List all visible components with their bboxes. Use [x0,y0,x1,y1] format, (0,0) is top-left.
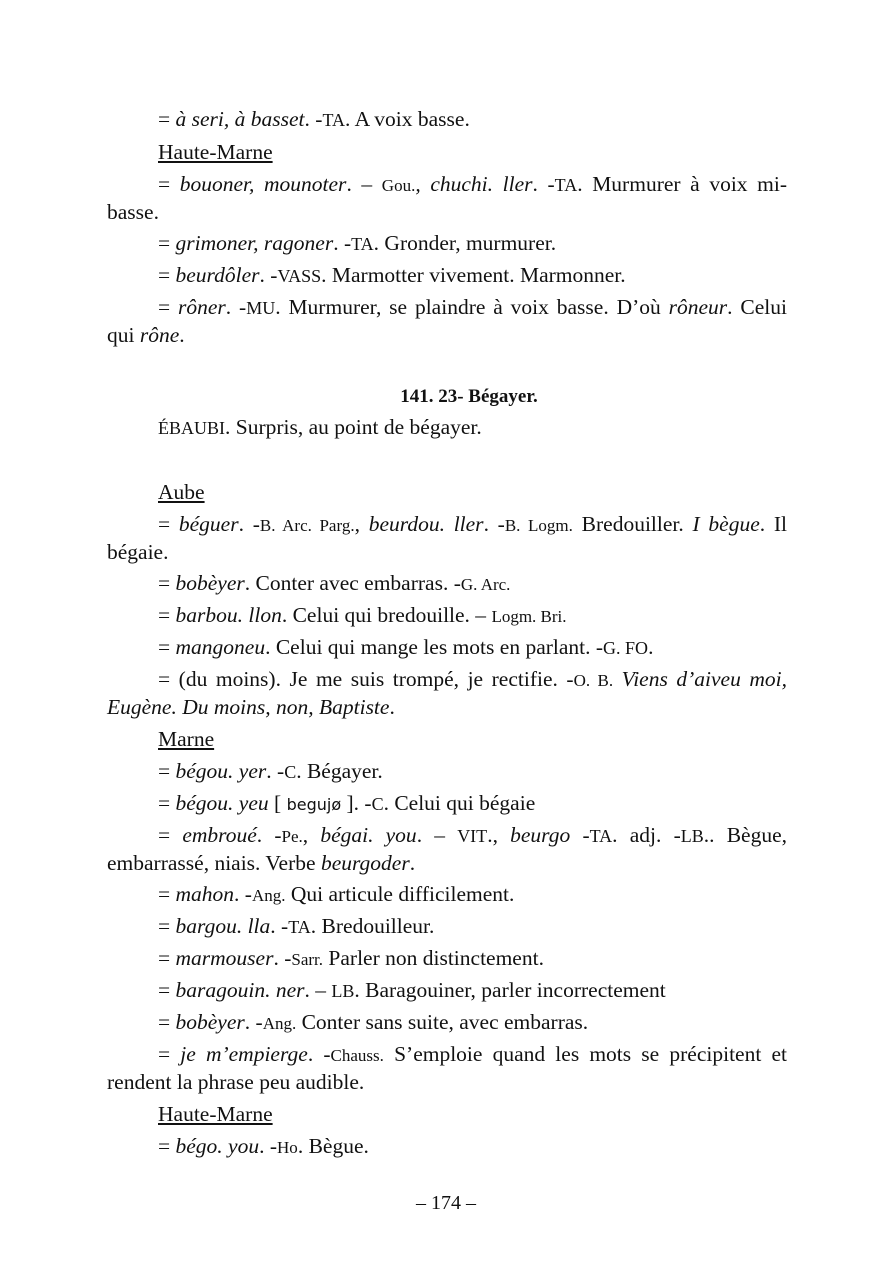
source-abbrev: O. B. [573,671,614,690]
dialect-term: beurgoder [320,851,410,875]
entry-line [107,1009,787,1037]
region-heading: Haute-Marne [158,140,273,164]
dialect-term: beurgo [510,823,571,847]
dialect-term: bégou. yer [175,759,267,783]
dialect-term: bargou. lla [175,914,271,938]
entry-text: . adj. - [612,823,681,847]
source-abbrev: TA [288,917,311,937]
entry-line [107,570,787,598]
source-abbrev: MU [246,298,276,318]
entry-sign: = [158,882,176,906]
definition: . Celui qui [107,295,787,347]
definition: . Bègue. [297,1134,369,1158]
entry-sign: = [158,759,176,783]
entry-line [107,666,787,721]
entry-sign: = [158,263,176,287]
entry-text: . - [238,512,260,536]
entry-text: . - [270,914,289,938]
dialect-term: béguer [178,512,239,536]
source-abbrev: VIT [457,826,488,846]
entry-text: . - [266,759,285,783]
entry-text: , [354,512,369,536]
source-abbrev: Sarr. [291,950,324,969]
entry-sign: = [158,635,176,659]
dialect-example: Viens d’aiveu moi, Eugène. Du moins, non, Baptiste [107,667,787,719]
dialect-term: bobèyer [175,1010,245,1034]
entry-sign: = [158,231,176,255]
definition: . Celui qui bredouille. – [281,603,492,627]
entry-line [107,230,787,258]
entry-line [107,758,787,786]
entry-text: . - [307,1042,331,1066]
dialect-term: grimoner, ragoner [175,231,334,255]
entry-text: . [409,851,416,875]
dialect-term: bouoner, mounoter [179,172,347,196]
dialect-term: marmouser [175,946,274,970]
dialect-term: je m’empierge [180,1042,308,1066]
phonetic-transcription: begujø [286,795,342,814]
entry-line [107,822,787,877]
definition: Conter sans suite, avec embarras. [296,1010,589,1034]
source-abbrev: C [284,762,297,782]
entry-sign: = [158,107,176,131]
dialect-term: embroué [182,823,257,847]
entry-text: ]. - [341,791,372,815]
source-abbrev: Logm. Bri. [491,607,567,626]
definition: . Bredouilleur. [310,914,435,938]
entry-sign: = [158,295,178,319]
source-abbrev: Pe. [281,827,303,846]
entry-sign: = [158,603,176,627]
definition: . A voix basse. [345,107,470,131]
entry-text: . - [259,263,278,287]
entry-text: . - [244,1010,263,1034]
entry-text: . - [333,231,352,255]
entry-text: , [302,823,321,847]
source-abbrev: Ang. [251,886,286,905]
dialect-term: beurdôler [175,263,260,287]
page-body [107,106,787,1161]
entry-line [107,913,787,941]
entry-text: , [415,172,431,196]
source-abbrev: LB [331,981,355,1001]
source-abbrev: C [371,794,384,814]
entry-text: . - [225,295,247,319]
source-abbrev: TA [554,175,578,195]
entry-sign: = [158,1042,181,1066]
entry-sign: = [158,946,176,970]
entry-text: . - [234,882,252,906]
source-abbrev: TA [351,234,374,254]
definition: . Il bégaie. [107,512,787,564]
dialect-term: rôner [178,295,226,319]
definition: S’emploie quand les mots se précipitent et rendent la phrase peu audible. [107,1042,787,1094]
dialect-term: mangoneu [175,635,266,659]
entry-sign: = [158,571,176,595]
source-abbrev: Chauss. [330,1046,384,1065]
entry-text: . - [256,823,282,847]
dialect-term: bobèyer [175,571,245,595]
entry-text: . - [532,172,555,196]
definition: . Gronder, murmurer. [373,231,557,255]
definition: . Murmurer à voix mi-basse. [107,172,788,224]
entry-line [107,1041,787,1096]
section-heading: 141. 23- Bégayer. [400,386,538,407]
definition: . Baragouiner, parler incorrectement [354,978,666,1002]
definition: . Celui qui bégaie [383,791,536,815]
dialect-term: mahon [175,882,235,906]
definition: Parler non distinctement. [323,946,544,970]
dialect-term: bégai. you [320,823,417,847]
entry-text: . - [273,946,292,970]
entry-text: . – [304,978,332,1002]
definition: Bredouiller. [572,512,693,536]
entry-text: - [570,823,590,847]
source-abbrev: TA [589,826,613,846]
definition: .. Bègue, embarrassé, niais. Verbe [107,823,787,875]
entry-sign: = [158,512,179,536]
entry-line [107,106,787,134]
entry-sign: = [158,172,180,196]
dialect-term: I bègue [692,512,760,536]
entry-line [107,881,787,909]
entry-line [107,977,787,1005]
dialect-term: baragouin. ner [175,978,305,1002]
dialect-term: chuchi. ller [430,172,533,196]
entry-text: . [648,635,654,659]
entry-sign: = [158,823,183,847]
entry-text: . - [483,512,505,536]
entry-line [107,1133,787,1161]
entry-text: [ [268,791,287,815]
dialect-term: rône [139,323,180,347]
source-abbrev: VASS [277,266,322,286]
entry-sign: = [158,914,176,938]
headword: ÉBAUBI [158,418,225,438]
definition: . Conter avec embarras. - [244,571,461,595]
page-number: – 174 – [416,1192,476,1214]
entry-line [107,511,787,566]
entry-sign: = [158,1134,176,1158]
entry-line [107,171,787,226]
definition: . Surpris, au point de bégayer. [225,415,482,439]
region-heading: Aube [158,480,205,504]
entry-line [107,790,787,818]
entry-text: . - [304,107,323,131]
source-abbrev: Gou. [381,176,416,195]
definition: = (du moins). Je me suis trompé, je rectifie. - [158,667,574,691]
dialect-term: beurdou. ller [368,512,484,536]
entry-line [107,262,787,290]
entry-text: . [389,695,395,719]
source-abbrev: TA [322,110,345,130]
dialect-term: barbou. llon [175,603,282,627]
entry-line [107,602,787,630]
entry-sign: = [158,791,176,815]
entry-text: . - [259,1134,278,1158]
definition: Qui articule difficilement. [285,882,515,906]
dialect-term: bégou. yeu [175,791,269,815]
entry-text: . – [346,172,382,196]
entry-text [613,667,622,691]
dialect-term: à seri, à basset [175,107,305,131]
entry-sign: = [158,1010,176,1034]
source-abbrev: Ho [277,1138,298,1157]
source-abbrev: B. Arc. Parg. [259,516,355,535]
source-abbrev: LB [680,826,704,846]
entry-line [107,294,787,349]
dialect-term: rôneur [668,295,728,319]
entry-sign: = [158,978,176,1002]
entry-text: . [179,323,185,347]
source-abbrev: Ang. [262,1014,297,1033]
definition: . Murmurer, se plaindre à voix basse. D’où [275,295,669,319]
source-abbrev: G. Arc. [460,575,511,594]
source-abbrev: G. FO [603,638,649,658]
entry-text: . – [416,823,458,847]
region-heading: Haute-Marne [158,1102,273,1126]
source-abbrev: B. Logm. [504,516,573,535]
entry-line [107,414,787,442]
definition: . Marmotter vivement. Marmonner. [321,263,626,287]
definition: . Celui qui mange les mots en parlant. - [265,635,604,659]
entry-line [107,634,787,662]
entry-line [107,945,787,973]
definition: . Bégayer. [296,759,383,783]
region-heading: Marne [158,727,215,751]
dialect-term: bégo. you [175,1134,260,1158]
entry-text: ., [487,823,511,847]
